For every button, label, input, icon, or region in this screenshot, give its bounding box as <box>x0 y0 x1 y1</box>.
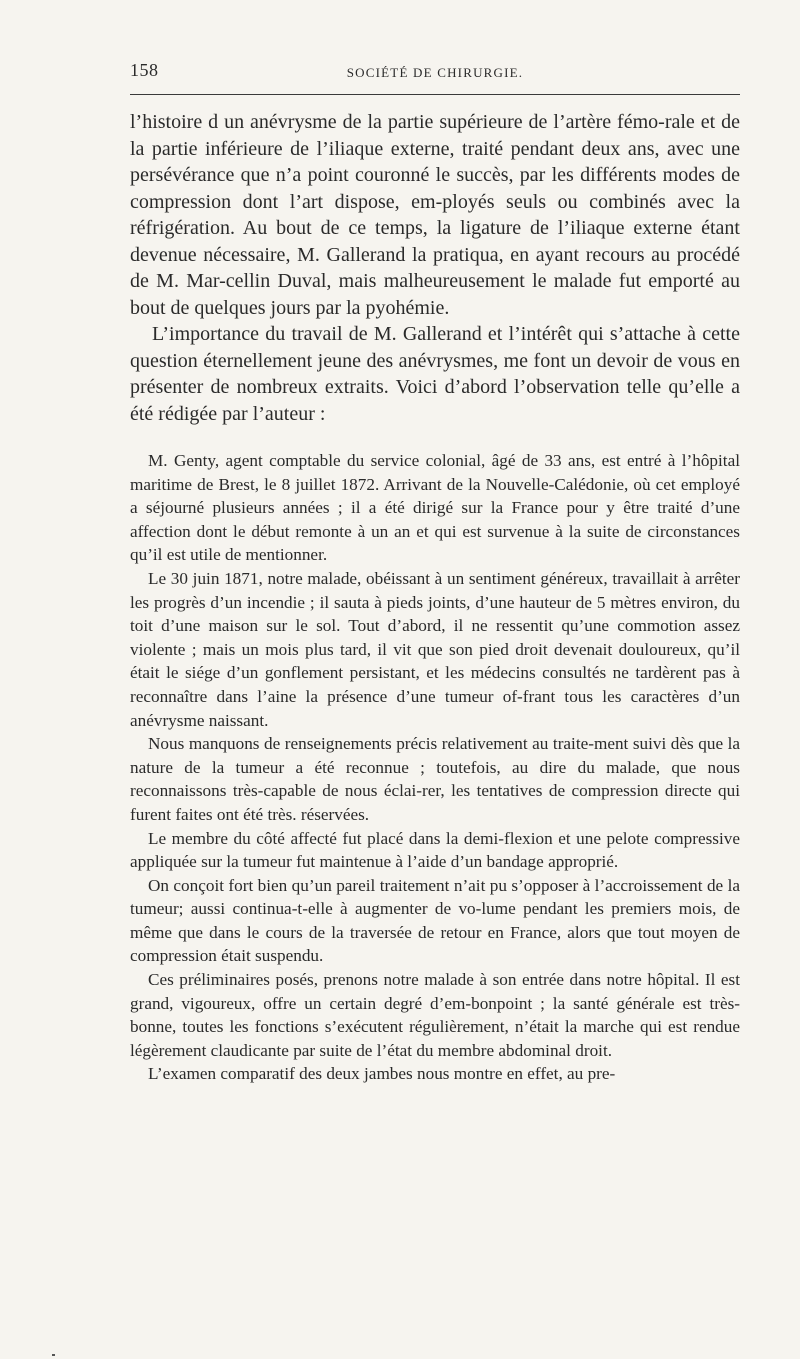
paper-speck <box>52 1354 55 1356</box>
body-paragraph: L’importance du travail de M. Gallerand et l’intérêt qui s’attache à cette question éternellement jeune des anévrysmes, me font un devoir de vous en présenter de nombreux extraits. Voici d’abord l’observation telle qu’elle a été rédigée par l’auteur : <box>130 323 740 425</box>
header-rule <box>130 94 740 95</box>
book-page <box>130 60 740 1086</box>
page-number: 158 <box>130 60 159 80</box>
observation-paragraph: Le membre du côté affecté fut placé dans la demi-flexion et une pelote compressive appliquée sur la tumeur fut maintenue à l’aide d’un bandage approprié. <box>130 828 740 872</box>
observation-paragraph: M. Genty, agent comptable du service colonial, âgé de 33 ans, est entré à l’hôpital maritime de Brest, le 8 juillet 1872. Arrivant de la Nouvelle-Calédonie, où cet employé a séjourné plusieurs années ; il a été dirigé sur la France pour y être traité d’une affection dont le début remonte à un an et qui est survenue à la suite de circonstances qu’il est utile de mentionner. <box>130 451 740 565</box>
observation-paragraph: Le 30 juin 1871, notre malade, obéissant à un sentiment généreux, travaillait à arrêter les progrès d’un incendie ; il sauta à pieds joints, d’une hauteur de 5 mètres environ, du toit d’une maison sur le sol. Tout d’abord, il ne ressentit qu’une commotion assez violente ; mais un mois plus tard, il vit que son pied droit devenait douloureux, qu’il était le siége d’un gonflement persistant, et les médecins consultés ne tardèrent pas à reconnaître dans l’aine la présence d’une tumeur of-frant tous les caractères d’un anévrysme naissant. <box>130 568 740 730</box>
observation-quote <box>130 449 740 1086</box>
body-paragraph: l’histoire d un anévrysme de la partie supérieure de l’artère fémo-rale et de la partie inférieure de l’iliaque externe, traité pendant deux ans, avec une persévérance que n’a point couronné le succès, par les différents modes de compression dont l’art dispose, em-ployés seuls ou combinés avec la réfrigération. Au bout de ce temps, la ligature de l’iliaque externe étant devenue nécessaire, M. Gallerand la pratiqua, en ayant recours au procédé de M. Mar-cellin Duval, mais malheureusement le malade fut emporté au bout de quelques jours par la pyohémie. <box>130 111 740 319</box>
observation-paragraph: Ces préliminaires posés, prenons notre malade à son entrée dans notre hôpital. Il est grand, vigoureux, offre un certain degré d’em-bonpoint ; la santé générale est très-bonne, toutes les fonctions s’exécutent régulièrement, n’était la marche qui est rendue légèrement claudicante par suite de l’état du membre abdominal droit. <box>130 970 740 1060</box>
running-title: SOCIÉTÉ DE CHIRURGIE. <box>346 65 524 80</box>
observation-paragraph: On conçoit fort bien qu’un pareil traitement n’ait pu s’opposer à l’accroissement de la tumeur; aussi continua-t-elle à augmenter de vo-lume pendant les premiers mois, de même que dans le cours de la traversée de retour en France, alors que tout moyen de compression était suspendu. <box>130 875 740 966</box>
observation-paragraph: L’examen comparatif des deux jambes nous montre en effet, au pre- <box>148 1064 616 1084</box>
observation-paragraph: Nous manquons de renseignements précis relativement au traite-ment suivi dès que la nature de la tumeur a été reconnue ; toutefois, au dire du malade, que nous reconnaissons très-capable de nous éclai-rer, les tentatives de compression directe qui furent faites ont été très. réservées. <box>130 734 740 824</box>
running-head <box>130 60 740 88</box>
main-text <box>130 109 740 427</box>
